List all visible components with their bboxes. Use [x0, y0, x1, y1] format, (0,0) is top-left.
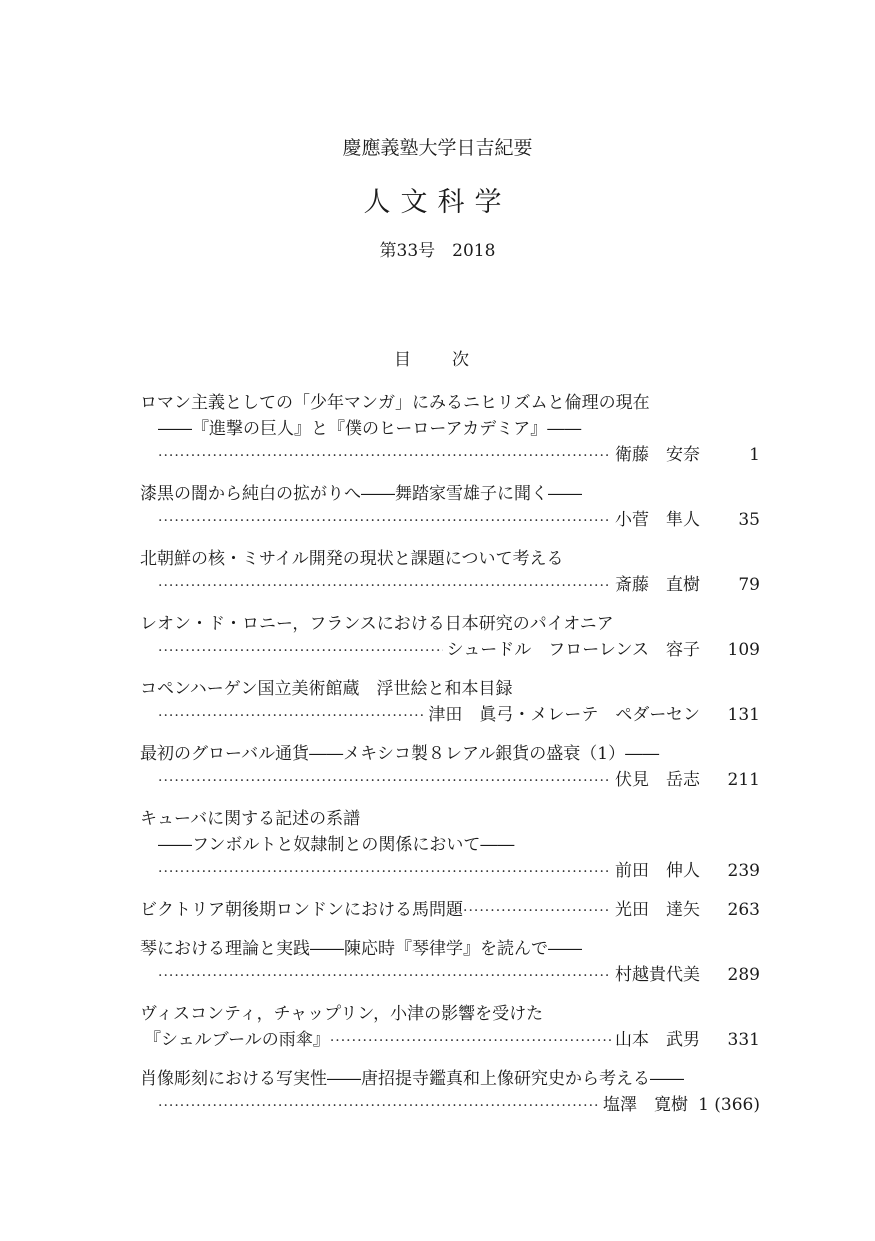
journal-title: 人文科学 — [363, 187, 512, 218]
toc-leader-line — [140, 767, 760, 793]
toc-page: 289 — [727, 965, 760, 985]
toc-entry[interactable] — [140, 741, 760, 793]
toc-leader-line — [140, 1027, 760, 1053]
dot-leader — [158, 859, 611, 885]
toc-entry[interactable] — [140, 897, 760, 923]
toc-entry[interactable] — [140, 611, 760, 663]
toc-leader-line — [140, 572, 760, 598]
toc-author: 山本 武男 — [615, 1030, 700, 1050]
toc-title: 北朝鮮の核・ミサイル開発の現状と課題について考える — [140, 549, 564, 569]
toc-author: シュードル フローレンス 容子 — [446, 640, 700, 660]
toc-title: 最初のグローバル通貨――メキシコ製８レアル銀貨の盛衰（1）―― — [140, 744, 660, 764]
toc-title: ロマン主義としての「少年マンガ」にみるニヒリズムと倫理の現在 — [140, 393, 650, 413]
toc-title: 琴における理論と実践――陳応時『琴律学』を読んで―― — [140, 939, 582, 959]
toc-entry[interactable] — [140, 806, 760, 884]
journal-series: 慶應義塾大学日吉紀要 — [342, 137, 533, 159]
toc-subtitle: 『シェルブールの雨傘』 — [144, 1030, 330, 1050]
dot-leader — [463, 898, 611, 924]
toc-entry[interactable] — [140, 546, 760, 598]
toc-title: キューバに関する記述の系譜 — [140, 809, 361, 829]
toc-page: 35 — [738, 510, 760, 530]
table-of-contents — [140, 390, 760, 1118]
toc-leader-line — [140, 702, 760, 728]
dot-leader — [158, 963, 611, 989]
toc-entry[interactable] — [140, 390, 760, 468]
toc-page: 131 — [727, 705, 760, 725]
toc-author: 前田 伸人 — [615, 861, 700, 881]
toc-page: 239 — [727, 861, 760, 881]
toc-author: 光田 達矢 — [615, 900, 700, 920]
dot-leader — [158, 573, 611, 599]
toc-title: レオン・ド・ロニー，フランスにおける日本研究のパイオニア — [140, 614, 614, 634]
toc-title: ビクトリア朝後期ロンドンにおける馬問題 — [140, 900, 463, 920]
toc-entry[interactable] — [140, 481, 760, 533]
toc-page: 1 — [749, 445, 760, 465]
toc-page: 1 (366) — [698, 1095, 760, 1115]
dot-leader — [158, 508, 611, 534]
toc-author: 斎藤 直樹 — [615, 575, 700, 595]
toc-author: 伏見 岳志 — [615, 770, 700, 790]
toc-author: 村越貴代美 — [615, 965, 700, 985]
toc-author: 塩澤 寛樹 — [603, 1095, 688, 1115]
toc-entry[interactable] — [140, 676, 760, 728]
dot-leader — [158, 638, 443, 664]
toc-heading: 目 次 — [394, 350, 481, 370]
toc-leader-line — [140, 507, 760, 533]
toc-author: 小菅 隼人 — [615, 510, 700, 530]
dot-leader — [158, 703, 424, 729]
toc-leader-line — [140, 897, 760, 923]
toc-page: 331 — [727, 1030, 760, 1050]
toc-author: 衛藤 安奈 — [615, 445, 700, 465]
dot-leader — [158, 768, 611, 794]
toc-title: ヴィスコンティ，チャップリン，小津の影響を受けた — [140, 1004, 544, 1024]
toc-page: 109 — [727, 640, 760, 660]
toc-leader-line — [140, 1092, 760, 1118]
toc-page: 263 — [727, 900, 760, 920]
toc-entry[interactable] — [140, 1066, 760, 1118]
issue-info: 第33号 2018 — [379, 241, 496, 261]
toc-entry[interactable] — [140, 1001, 760, 1053]
toc-leader-line — [140, 962, 760, 988]
toc-leader-line — [140, 858, 760, 884]
dot-leader — [158, 1093, 599, 1119]
dot-leader — [158, 443, 611, 469]
dot-leader — [330, 1028, 611, 1054]
toc-leader-line — [140, 442, 760, 468]
toc-subtitle: ――『進撃の巨人』と『僕のヒーローアカデミア』―― — [158, 419, 582, 439]
toc-title: コペンハーゲン国立美術館蔵 浮世絵と和本目録 — [140, 679, 513, 699]
toc-title: 漆黒の闇から純白の拡がりへ――舞踏家雪雄子に聞く―― — [140, 484, 582, 504]
toc-author: 津田 眞弓・メレーテ ペダーセン — [428, 705, 700, 725]
toc-title: 肖像彫刻における写実性――唐招提寺鑑真和上像研究史から考える―― — [140, 1069, 684, 1089]
toc-leader-line — [140, 637, 760, 663]
toc-page: 211 — [727, 770, 760, 790]
toc-subtitle: ――フンボルトと奴隷制との関係において―― — [158, 835, 515, 855]
toc-entry[interactable] — [140, 936, 760, 988]
toc-page: 79 — [738, 575, 760, 595]
